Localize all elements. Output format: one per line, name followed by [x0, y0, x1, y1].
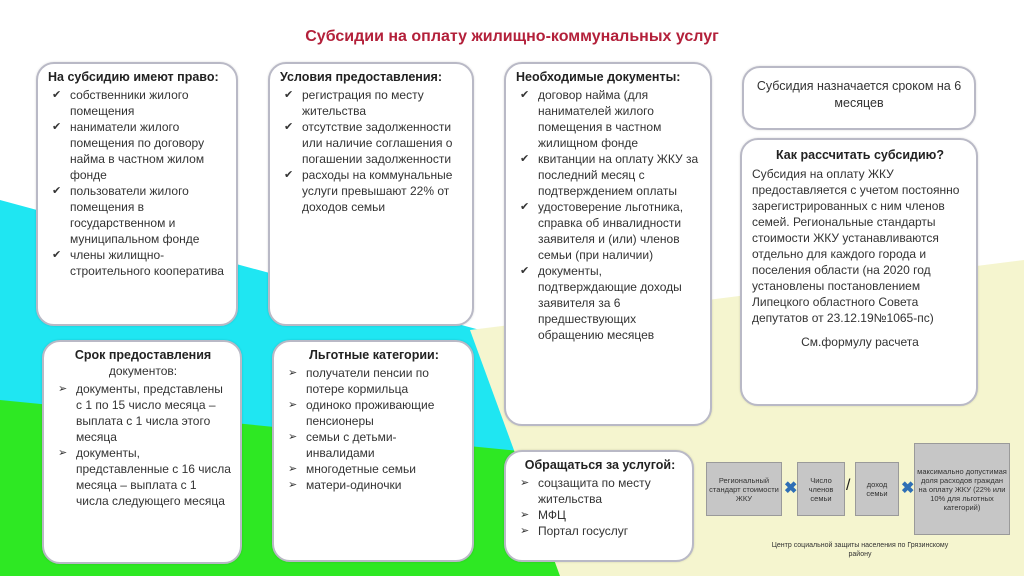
formula-standard-box: Региональный стандарт стоимости ЖКУ — [706, 462, 782, 516]
apply-heading: Обращаться за услугой: — [524, 458, 676, 472]
list-item: ✔ квитанции на оплату ЖКУ за последний месяц с подтверждением оплаты — [520, 152, 699, 198]
check-icon: ✔ — [52, 121, 62, 133]
multiply-icon: ✖ — [901, 480, 915, 497]
arrow-right-icon: ➢ — [58, 447, 68, 459]
list-item: ➢ МФЦ — [520, 508, 566, 522]
conditions-card — [268, 62, 474, 326]
arrow-right-icon: ➢ — [288, 479, 298, 491]
list-item: ✔ удостоверение льготника, справка об инвалидности заявителя и (или) членов семьи (при наличии) — [520, 200, 684, 262]
arrow-right-icon: ➢ — [288, 431, 298, 443]
arrow-right-icon: ➢ — [520, 477, 530, 489]
list-item: ➢ семьи с детьми-инвалидами — [288, 430, 397, 460]
arrow-right-icon: ➢ — [58, 383, 68, 395]
conditions-heading: Условия предоставления: — [280, 70, 442, 84]
check-icon: ✔ — [520, 153, 530, 165]
arrow-right-icon: ➢ — [288, 463, 298, 475]
benefits-list — [284, 365, 464, 493]
formula-share-box: максимально допустимая доля расходов граждан на оплату ЖКУ (22% или 10% для льготных категорий) — [914, 443, 1010, 535]
check-icon: ✔ — [520, 201, 530, 213]
list-item: ➢ документы, представлены с 1 по 15 число месяца – выплата с 1 числа этого месяца — [58, 382, 223, 444]
benefits-card — [272, 340, 474, 562]
multiply-icon: ✖ — [784, 480, 798, 497]
check-icon: ✔ — [52, 185, 62, 197]
check-icon: ✔ — [520, 265, 530, 277]
calculation-card — [740, 138, 978, 406]
list-item: ✔ собственники жилого помещения — [52, 88, 189, 118]
list-item: ➢ матери-одиночки — [288, 478, 402, 492]
documents-card — [504, 62, 712, 426]
list-item: ➢ получатели пенсии по потере кормильца — [288, 366, 429, 396]
eligibility-list — [48, 87, 228, 279]
list-item: ➢ Портал госуслуг — [520, 524, 629, 538]
calculation-heading: Как рассчитать субсидию? — [776, 148, 944, 162]
calculation-body: Субсидия на оплату ЖКУ предоставляется с учетом постоянно зарегистрированных с ним членов семей. Региональные стандарты стоимости ЖКУ устанавливаются отдельно для каждого города и поселения области (на 2020 год установлены постановлением Липецкого областного Совета депутатов от 23.12.19№1065-пс) — [752, 167, 960, 325]
divide-icon: / — [846, 477, 851, 494]
eligibility-heading: На субсидию имеют право: — [48, 70, 219, 84]
calculation-footer: См.формулу расчета — [801, 335, 919, 349]
list-item: ✔ наниматели жилого помещения по договору найма в частном жилом фонде — [52, 120, 205, 182]
list-item: ✔ договор найма (для нанимателей жилого помещения в частном жилищном фонде — [520, 88, 662, 150]
formula-members-box: Число членов семьи — [797, 462, 845, 516]
list-item: ✔ регистрация по месту жительства — [284, 88, 424, 118]
term-heading: Срок предоставления — [74, 348, 212, 362]
documents-list — [516, 87, 702, 343]
check-icon: ✔ — [284, 121, 294, 133]
apply-list — [516, 475, 684, 539]
term-subheading: документов: — [108, 364, 178, 378]
check-icon: ✔ — [52, 89, 62, 101]
list-item: ➢ документы, представленные с 16 числа месяца – выплата с 1 числа следующего месяца — [58, 446, 231, 508]
list-item: ✔ отсутствие задолженности или наличие соглашения о погашении задолженности — [284, 120, 453, 166]
formula-credit: Центр социальной защиты населения по Грязинскому району — [771, 542, 949, 558]
check-icon: ✔ — [284, 169, 294, 181]
check-icon: ✔ — [284, 89, 294, 101]
apply-card — [504, 450, 694, 562]
list-item: ➢ одиноко проживающие пенсионеры — [288, 398, 435, 428]
period-text: Субсидия назначается сроком на 6 месяцев — [756, 79, 962, 110]
formula-income-box: доход семьи — [855, 462, 899, 516]
term-list — [54, 381, 232, 509]
arrow-right-icon: ➢ — [520, 525, 530, 537]
arrow-right-icon: ➢ — [520, 509, 530, 521]
list-item: ✔ члены жилищно-строительного кооператива — [52, 248, 224, 278]
period-card — [742, 66, 976, 130]
check-icon: ✔ — [520, 89, 530, 101]
list-item: ➢ многодетные семьи — [288, 462, 416, 476]
term-card — [42, 340, 242, 564]
benefits-heading: Льготные категории: — [309, 348, 439, 362]
list-item: ✔ пользователи жилого помещения в государственном и муниципальном фонде — [52, 184, 200, 246]
list-item: ➢ соцзащита по месту жительства — [520, 476, 651, 506]
arrow-right-icon: ➢ — [288, 399, 298, 411]
arrow-right-icon: ➢ — [288, 367, 298, 379]
conditions-list — [280, 87, 464, 215]
check-icon: ✔ — [52, 249, 62, 261]
eligibility-card — [36, 62, 238, 326]
page-title: Субсидии на оплату жилищно-коммунальных услуг — [305, 28, 719, 45]
documents-heading: Необходимые документы: — [516, 70, 681, 84]
list-item: ✔ документы, подтверждающие доходы заявителя за 6 предшествующих обращению месяцев — [520, 264, 682, 342]
list-item: ✔ расходы на коммунальные услуги превышают 22% от доходов семьи — [284, 168, 453, 214]
